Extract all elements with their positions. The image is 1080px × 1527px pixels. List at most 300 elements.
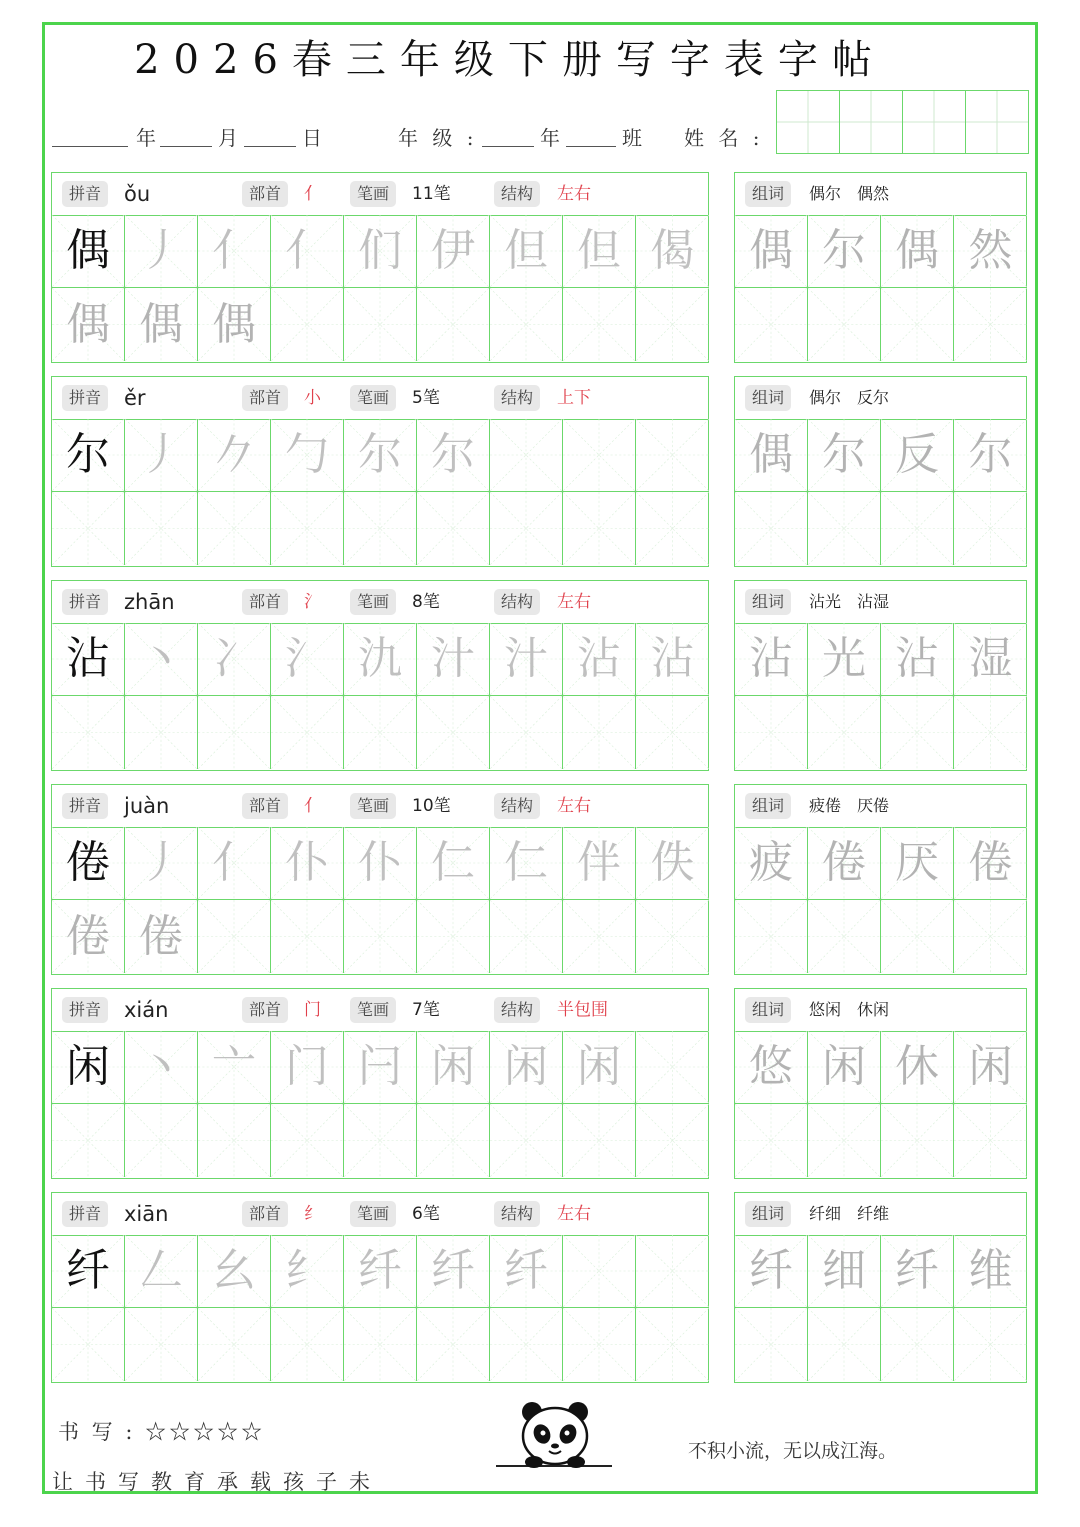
writing-cell[interactable] — [52, 419, 125, 492]
word-grid — [735, 827, 1027, 973]
word-cell[interactable] — [881, 827, 954, 900]
stroke-step: 闲 — [504, 1041, 548, 1092]
writing-cell[interactable] — [636, 1308, 709, 1381]
words-value: 沾光 沾湿 — [809, 592, 890, 611]
stroke-step: 丶 — [139, 1041, 183, 1092]
writing-cell[interactable] — [198, 827, 271, 900]
word-cell[interactable] — [735, 492, 808, 565]
words-header — [735, 785, 1026, 828]
model-character: 偶 — [66, 225, 110, 276]
pinyin-label: 拼音 — [62, 385, 108, 411]
word-cell[interactable] — [735, 1104, 808, 1177]
word-character: 尔 — [822, 429, 866, 480]
strokes-label: 笔画 — [350, 793, 396, 819]
pinyin-value: juàn — [124, 794, 170, 818]
writing-cell[interactable] — [417, 288, 490, 361]
word-cell[interactable] — [954, 623, 1027, 696]
strokes-label: 笔画 — [350, 1201, 396, 1227]
panda-icon — [494, 1398, 614, 1478]
stroke-step: 纤 — [431, 1245, 475, 1296]
writing-cell[interactable] — [125, 900, 198, 973]
writing-cell[interactable] — [125, 1308, 198, 1381]
writing-cell[interactable] — [417, 492, 490, 565]
writing-cell[interactable] — [198, 1235, 271, 1308]
stroke-step: 纟 — [285, 1245, 329, 1296]
radical-value: 氵 — [304, 592, 321, 612]
writing-cell[interactable] — [271, 1308, 344, 1381]
writing-cell[interactable] — [490, 492, 563, 565]
word-cell[interactable] — [954, 1308, 1027, 1381]
strokes-label: 笔画 — [350, 997, 396, 1023]
class-blank[interactable] — [566, 146, 616, 147]
pinyin-value: xián — [124, 998, 169, 1022]
writing-cell[interactable] — [563, 696, 636, 769]
words-value: 疲倦 厌倦 — [809, 796, 890, 815]
word-character: 反 — [895, 429, 939, 480]
trace-character: 偶 — [139, 298, 183, 350]
words-label: 组词 — [745, 181, 791, 207]
structure-label: 结构 — [494, 997, 540, 1023]
stroke-step: 纤 — [504, 1245, 548, 1296]
word-character: 倦 — [968, 837, 1013, 888]
writing-cell[interactable] — [344, 900, 417, 973]
word-character: 纤 — [895, 1245, 939, 1296]
strokes-value: 10笔 — [412, 796, 451, 816]
writing-cell[interactable] — [490, 288, 563, 361]
stroke-step: 沾 — [650, 633, 695, 684]
word-character: 偶 — [749, 225, 793, 276]
writing-cell[interactable] — [636, 419, 709, 492]
words-label: 组词 — [745, 793, 791, 819]
writing-cell[interactable] — [52, 1031, 125, 1104]
writing-cell[interactable] — [52, 827, 125, 900]
writing-cell[interactable] — [52, 623, 125, 696]
day-blank[interactable] — [244, 146, 296, 147]
motto-text: 让书写教育承载孩子未 — [52, 1470, 382, 1494]
writing-cell[interactable] — [417, 1031, 490, 1104]
writing-cell[interactable] — [125, 623, 198, 696]
pinyin-label: 拼音 — [62, 589, 108, 615]
radical-value: 门 — [304, 1000, 321, 1020]
word-cell[interactable] — [954, 1104, 1027, 1177]
writing-cell[interactable] — [490, 419, 563, 492]
words-header — [735, 377, 1026, 420]
stroke-step: 但 — [577, 225, 621, 276]
stroke-step: 偈 — [650, 225, 695, 276]
writing-cell[interactable] — [271, 1235, 344, 1308]
writing-cell[interactable] — [490, 1031, 563, 1104]
writing-cell[interactable] — [271, 900, 344, 973]
word-cell[interactable] — [954, 696, 1027, 769]
writing-cell[interactable] — [271, 1031, 344, 1104]
writing-cell[interactable] — [198, 1031, 271, 1104]
stroke-step: 仆 — [358, 837, 402, 888]
stroke-step: 仆 — [285, 837, 329, 888]
word-grid — [735, 215, 1027, 361]
structure-value: 半包围 — [557, 1000, 608, 1020]
stroke-step: 佚 — [650, 837, 695, 888]
writing-cell[interactable] — [344, 1104, 417, 1177]
word-cell[interactable] — [881, 900, 954, 973]
writing-cell[interactable] — [344, 1235, 417, 1308]
writing-cell[interactable] — [636, 696, 709, 769]
writing-cell[interactable] — [198, 696, 271, 769]
stroke-step: 们 — [358, 225, 402, 276]
word-cell[interactable] — [735, 696, 808, 769]
word-cell[interactable] — [954, 900, 1027, 973]
words-label: 组词 — [745, 997, 791, 1023]
structure-label: 结构 — [494, 385, 540, 411]
writing-cell[interactable] — [417, 419, 490, 492]
stroke-step: 丿 — [139, 429, 183, 480]
name-grid[interactable] — [776, 90, 1029, 154]
writing-cell[interactable] — [636, 827, 709, 900]
writing-cell[interactable] — [271, 492, 344, 565]
word-cell[interactable] — [954, 288, 1027, 361]
year-suffix: 年 — [136, 126, 156, 150]
writing-cell[interactable] — [198, 419, 271, 492]
model-character: 闲 — [66, 1041, 110, 1092]
words-value: 偶尔 反尔 — [809, 388, 890, 407]
word-character: 休 — [895, 1041, 939, 1092]
word-cell[interactable] — [808, 1235, 881, 1308]
radical-value: 纟 — [304, 1204, 321, 1224]
word-cell[interactable] — [881, 215, 954, 288]
word-cell[interactable] — [808, 492, 881, 565]
words-value: 偶尔 偶然 — [809, 184, 890, 203]
writing-cell[interactable] — [636, 288, 709, 361]
stroke-step: 闲 — [577, 1041, 621, 1092]
quote-text: 不积小流，无以成江海。 — [688, 1440, 898, 1462]
pinyin-value: ǒu — [124, 182, 151, 206]
writing-cell[interactable] — [563, 900, 636, 973]
writing-cell[interactable] — [636, 900, 709, 973]
stroke-step: 伴 — [577, 837, 621, 888]
writing-cell[interactable] — [490, 696, 563, 769]
writing-cell[interactable] — [271, 827, 344, 900]
char-info-header — [52, 989, 708, 1032]
word-character: 湿 — [968, 633, 1013, 684]
word-character: 闲 — [822, 1041, 866, 1092]
word-cell[interactable] — [735, 1235, 808, 1308]
word-cell[interactable] — [808, 696, 881, 769]
word-character: 维 — [968, 1245, 1013, 1296]
writing-cell[interactable] — [490, 215, 563, 288]
stroke-step: 门 — [285, 1041, 329, 1092]
writing-cell[interactable] — [125, 827, 198, 900]
writing-cell[interactable] — [271, 623, 344, 696]
words-label: 组词 — [745, 1201, 791, 1227]
word-cell[interactable] — [808, 288, 881, 361]
writing-grid — [52, 419, 709, 565]
strokes-value: 11笔 — [412, 184, 451, 204]
writing-cell[interactable] — [490, 900, 563, 973]
grade-blank[interactable] — [482, 146, 534, 147]
writing-cell[interactable] — [52, 1235, 125, 1308]
pinyin-label: 拼音 — [62, 997, 108, 1023]
words-header — [735, 989, 1026, 1032]
name-cell[interactable] — [966, 91, 1028, 153]
writing-cell[interactable] — [52, 900, 125, 973]
writing-cell[interactable] — [271, 696, 344, 769]
writing-cell[interactable] — [52, 492, 125, 565]
radical-label: 部首 — [242, 181, 288, 207]
word-cell[interactable] — [881, 492, 954, 565]
month-suffix: 月 — [218, 126, 238, 150]
writing-cell[interactable] — [125, 1104, 198, 1177]
name-cell[interactable] — [903, 91, 966, 153]
model-character: 倦 — [66, 837, 110, 888]
stroke-step: 亻 — [285, 225, 329, 276]
words-value: 纤细 纤维 — [809, 1204, 890, 1223]
stroke-step: 亠 — [212, 1041, 256, 1092]
word-cell[interactable] — [735, 1031, 808, 1104]
writing-cell[interactable] — [198, 900, 271, 973]
radical-label: 部首 — [242, 589, 288, 615]
writing-cell[interactable] — [417, 1308, 490, 1381]
stroke-step: 尔 — [431, 429, 475, 480]
writing-cell[interactable] — [636, 492, 709, 565]
structure-value: 左右 — [557, 592, 591, 612]
stroke-step: 勹 — [285, 429, 329, 480]
writing-cell[interactable] — [636, 1104, 709, 1177]
char-info-header — [52, 173, 708, 216]
writing-cell[interactable] — [636, 215, 709, 288]
writing-cell[interactable] — [417, 900, 490, 973]
writing-grid — [52, 215, 709, 361]
writing-cell[interactable] — [344, 419, 417, 492]
word-cell[interactable] — [808, 215, 881, 288]
writing-cell[interactable] — [417, 827, 490, 900]
word-cell[interactable] — [954, 492, 1027, 565]
word-cell[interactable] — [735, 623, 808, 696]
writing-cell[interactable] — [417, 623, 490, 696]
word-cell[interactable] — [808, 827, 881, 900]
writing-cell[interactable] — [563, 419, 636, 492]
writing-cell[interactable] — [490, 827, 563, 900]
char-practice-block — [51, 784, 709, 975]
word-cell[interactable] — [881, 696, 954, 769]
writing-cell[interactable] — [125, 215, 198, 288]
writing-cell[interactable] — [344, 623, 417, 696]
stroke-step: 仁 — [431, 837, 475, 888]
char-info-header — [52, 581, 708, 624]
page-title: 2026春三年级下册写字表字帖 — [134, 37, 886, 83]
word-grid — [735, 623, 1027, 769]
radical-label: 部首 — [242, 793, 288, 819]
writing-cell[interactable] — [563, 1308, 636, 1381]
stroke-step: 亻 — [212, 225, 256, 276]
writing-cell[interactable] — [52, 215, 125, 288]
writing-cell[interactable] — [636, 1235, 709, 1308]
radical-value: 小 — [304, 388, 321, 408]
writing-cell[interactable] — [417, 1104, 490, 1177]
writing-cell[interactable] — [271, 288, 344, 361]
word-cell[interactable] — [881, 1308, 954, 1381]
writing-cell[interactable] — [490, 1308, 563, 1381]
strokes-value: 8笔 — [412, 592, 440, 612]
writing-grid — [52, 1031, 709, 1177]
rating-stars[interactable]: ☆☆☆☆☆ — [145, 1420, 266, 1444]
writing-cell[interactable] — [344, 827, 417, 900]
writing-cell[interactable] — [563, 1031, 636, 1104]
trace-character: 倦 — [139, 910, 183, 962]
writing-cell[interactable] — [344, 492, 417, 565]
word-cell[interactable] — [808, 1104, 881, 1177]
writing-cell[interactable] — [52, 1308, 125, 1381]
writing-cell[interactable] — [563, 1235, 636, 1308]
writing-cell[interactable] — [490, 1235, 563, 1308]
word-character: 厌 — [895, 837, 939, 888]
word-character: 倦 — [822, 837, 866, 888]
writing-cell[interactable] — [52, 1104, 125, 1177]
structure-value: 左右 — [557, 1204, 591, 1224]
writing-cell[interactable] — [636, 623, 709, 696]
word-grid — [735, 1235, 1027, 1381]
writing-cell[interactable] — [417, 696, 490, 769]
writing-cell[interactable] — [52, 288, 125, 361]
writing-cell[interactable] — [198, 215, 271, 288]
name-label: 姓 名 : — [684, 126, 764, 150]
structure-value: 左右 — [557, 184, 591, 204]
writing-cell[interactable] — [417, 1235, 490, 1308]
trace-character: 偶 — [212, 298, 256, 350]
writing-cell[interactable] — [563, 623, 636, 696]
writing-cell[interactable] — [563, 1104, 636, 1177]
stroke-step: 𠃋 — [139, 1245, 183, 1296]
char-practice-block — [51, 172, 709, 363]
char-info-header — [52, 377, 708, 420]
char-practice-block — [51, 376, 709, 567]
writing-cell[interactable] — [344, 215, 417, 288]
writing-cell[interactable] — [563, 827, 636, 900]
word-cell[interactable] — [881, 1031, 954, 1104]
writing-cell[interactable] — [344, 696, 417, 769]
word-character: 偶 — [749, 429, 793, 480]
writing-cell[interactable] — [198, 1104, 271, 1177]
word-cell[interactable] — [954, 419, 1027, 492]
month-blank[interactable] — [160, 146, 212, 147]
word-cell[interactable] — [954, 215, 1027, 288]
word-cell[interactable] — [881, 1104, 954, 1177]
radical-label: 部首 — [242, 997, 288, 1023]
pinyin-label: 拼音 — [62, 181, 108, 207]
stroke-step: 丿 — [139, 837, 183, 888]
writing-cell[interactable] — [198, 1308, 271, 1381]
writing-cell[interactable] — [125, 419, 198, 492]
rating-label: 书 写 : — [58, 1420, 136, 1444]
writing-cell[interactable] — [198, 288, 271, 361]
grade-suffix: 年 — [540, 126, 560, 150]
writing-cell[interactable] — [125, 288, 198, 361]
writing-cell[interactable] — [636, 1031, 709, 1104]
word-cell[interactable] — [881, 1235, 954, 1308]
writing-cell[interactable] — [563, 492, 636, 565]
writing-cell[interactable] — [344, 1308, 417, 1381]
word-cell[interactable] — [954, 1031, 1027, 1104]
stroke-step: 纤 — [358, 1245, 402, 1296]
name-cell[interactable] — [840, 91, 903, 153]
word-cell[interactable] — [735, 215, 808, 288]
writing-cell[interactable] — [417, 215, 490, 288]
name-cell[interactable] — [777, 91, 840, 153]
writing-cell[interactable] — [563, 215, 636, 288]
stroke-step: 汁 — [504, 633, 548, 684]
word-character: 沾 — [749, 633, 793, 684]
writing-cell[interactable] — [125, 696, 198, 769]
word-character: 光 — [822, 633, 866, 684]
stroke-step: 冫 — [212, 633, 256, 684]
strokes-value: 6笔 — [412, 1204, 440, 1224]
word-cell[interactable] — [808, 419, 881, 492]
writing-cell[interactable] — [490, 1104, 563, 1177]
word-cell[interactable] — [735, 827, 808, 900]
pinyin-label: 拼音 — [62, 1201, 108, 1227]
trace-character: 偶 — [66, 298, 110, 350]
writing-cell[interactable] — [125, 1031, 198, 1104]
writing-cell[interactable] — [52, 696, 125, 769]
model-character: 纤 — [66, 1245, 110, 1296]
word-cell[interactable] — [808, 900, 881, 973]
year-blank[interactable] — [52, 146, 128, 147]
writing-cell[interactable] — [344, 288, 417, 361]
writing-cell[interactable] — [563, 288, 636, 361]
word-cell[interactable] — [881, 288, 954, 361]
word-cell[interactable] — [881, 623, 954, 696]
word-cell[interactable] — [808, 623, 881, 696]
writing-cell[interactable] — [344, 1031, 417, 1104]
word-character: 沾 — [895, 633, 939, 684]
word-practice-block — [734, 376, 1027, 567]
word-cell[interactable] — [735, 288, 808, 361]
word-cell[interactable] — [954, 827, 1027, 900]
writing-cell[interactable] — [125, 492, 198, 565]
char-practice-block — [51, 1192, 709, 1383]
writing-cell[interactable] — [125, 1235, 198, 1308]
writing-cell[interactable] — [198, 623, 271, 696]
word-cell[interactable] — [735, 419, 808, 492]
pinyin-label: 拼音 — [62, 793, 108, 819]
radical-value: 亻 — [304, 796, 321, 816]
word-cell[interactable] — [735, 900, 808, 973]
writing-cell[interactable] — [271, 1104, 344, 1177]
word-cell[interactable] — [808, 1308, 881, 1381]
word-cell[interactable] — [735, 1308, 808, 1381]
word-character: 然 — [968, 225, 1013, 276]
strokes-value: 7笔 — [412, 1000, 440, 1020]
writing-cell[interactable] — [490, 623, 563, 696]
stroke-step: 沾 — [577, 633, 621, 684]
word-cell[interactable] — [881, 419, 954, 492]
structure-label: 结构 — [494, 589, 540, 615]
stroke-step: 闲 — [431, 1041, 475, 1092]
word-character: 尔 — [968, 429, 1013, 480]
words-value: 悠闲 休闲 — [809, 1000, 890, 1019]
word-grid — [735, 1031, 1027, 1177]
writing-cell[interactable] — [271, 215, 344, 288]
word-cell[interactable] — [954, 1235, 1027, 1308]
structure-value: 上下 — [557, 388, 591, 408]
trace-character: 倦 — [66, 910, 110, 962]
writing-cell[interactable] — [271, 419, 344, 492]
word-practice-block — [734, 1192, 1027, 1383]
stroke-step: 氿 — [358, 633, 402, 684]
word-cell[interactable] — [808, 1031, 881, 1104]
writing-cell[interactable] — [198, 492, 271, 565]
words-header — [735, 581, 1026, 624]
stroke-step: 𠂊 — [212, 429, 256, 480]
class-suffix: 班 — [622, 126, 642, 150]
